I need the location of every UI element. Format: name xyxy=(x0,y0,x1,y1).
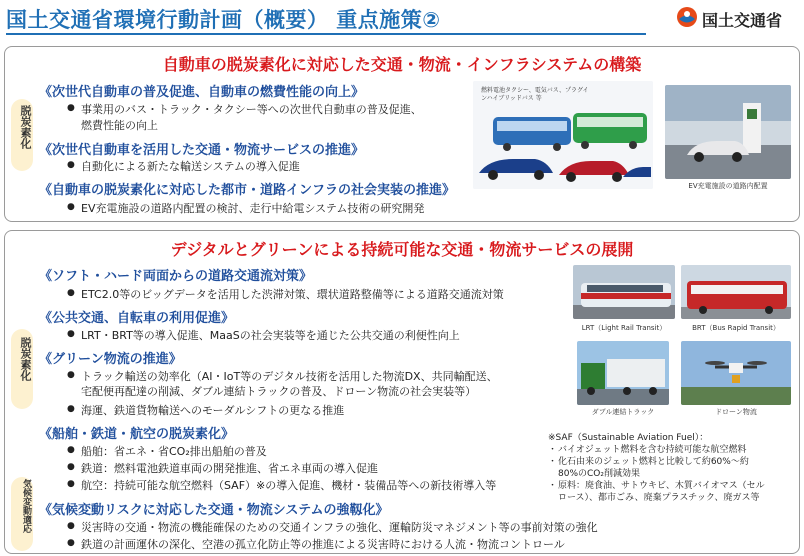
title-underline xyxy=(6,33,646,35)
logo-text: 国土交通省 xyxy=(702,11,783,30)
heading-urban-infrastructure: 《自動車の脱炭素化に対応した都市・道路インフラの社会実装の推進》 xyxy=(39,183,456,198)
saf-item: ・ バイオジェット燃料を含む持続可能な航空燃料 xyxy=(548,444,798,456)
lrt-photo xyxy=(573,265,675,319)
bullet-rail: ● 鉄道：燃料電池鉄道車両の開発推進、省エネ車両の導入促進 xyxy=(67,460,378,476)
bullet-planned-suspension: ● 鉄道の計画運休の深化、空港の孤立化防止等の推進による災害時における人流・物流コントロール xyxy=(67,536,565,552)
saf-item-cont: 80%のCO₂削減効果 xyxy=(558,469,640,479)
page-title: 国土交通省環境行動計画（概要） 重点施策② xyxy=(6,8,441,32)
brt-photo xyxy=(681,265,791,319)
double-truck-caption: ダブル連結トラック xyxy=(591,408,655,416)
side-label-decarbonization-2: 脱炭素化 xyxy=(11,329,33,409)
vehicles-photo-caption: 燃料電池タクシー、電気バス、プラグインハイブリッドバス 等 xyxy=(481,87,589,102)
heading-next-gen-vehicles: 《次世代自動車の普及促進、自動車の燃費性能の向上》 xyxy=(39,85,365,100)
bullet-aviation: ● 航空：持続可能な航空燃料（SAF）※の導入促進、機材・装備品等への新技術導入等 xyxy=(67,477,496,493)
saf-footnote xyxy=(548,432,798,504)
saf-item: ・ 化石由来のジェット燃料と比較して約60%～約 xyxy=(548,456,798,468)
drone-caption: ドローン物流 xyxy=(715,408,757,416)
saf-item: ・ 原料：廃食油、サトウキビ、木質バイオマス（セル xyxy=(548,480,798,492)
heading-road-traffic: 《ソフト・ハード両面からの道路交通流対策》 xyxy=(39,269,313,284)
bullet-ships: ● 船舶：省エネ・省CO₂排出船舶の普及 xyxy=(67,443,267,459)
bullet-truck-efficiency: ● トラック輸送の効率化（AI・IoT等のデジタル技術を活用した物流DX、共同輸配送、 xyxy=(67,368,498,384)
heading-climate-resilience: 《気候変動リスクに対応した交通・物流システムの強靱化》 xyxy=(39,503,389,518)
section1-title: 自動車の脱炭素化に対応した交通・物流・インフラシステムの構築 xyxy=(162,55,642,74)
drone-photo xyxy=(681,341,791,405)
double-truck-photo xyxy=(577,341,669,405)
bullet-modal-shift: ● 海運、鉄道貨物輸送へのモーダルシフトの更なる推進 xyxy=(67,402,344,418)
side-label-climate-adaptation: 気候変動適応 xyxy=(11,477,33,551)
side-label-decarbonization: 脱炭素化 xyxy=(11,99,33,171)
mlit-logo xyxy=(676,6,800,32)
bullet-truck-efficiency-cont: 宅配便再配達の削減、ダブル連結トラックの普及、ドローン物流の社会実装等） xyxy=(81,385,477,398)
bullet-ev-charging: ● EV充電施設の道路内配置の検討、走行中給電システム技術の研究開発 xyxy=(67,200,424,216)
section2-title: デジタルとグリーンによる持続可能な交通・物流サービスの展開 xyxy=(170,240,634,259)
mlit-logo-icon xyxy=(676,6,698,28)
bullet-lrt-brt: ● LRT・BRT等の導入促進、MaaSの社会実装等を通じた公共交通の利便性向上 xyxy=(67,327,460,343)
heading-public-transport: 《公共交通、自転車の利用促進》 xyxy=(39,311,235,326)
page-header xyxy=(0,0,804,40)
bullet-vehicle-adoption-cont: 燃費性能の向上 xyxy=(81,119,158,132)
section-sustainable-transport xyxy=(4,230,800,554)
bullet-disaster-infra: ● 災害時の交通・物流の機能確保のための交通インフラの強化、運輸防災マネジメント等の事前対策の強化 xyxy=(67,519,598,535)
ev-charger-caption: EV充電施設の道路内配置 xyxy=(688,182,768,190)
heading-green-logistics: 《グリーン物流の推進》 xyxy=(39,352,182,367)
bullet-etc-bigdata: ● ETC2.0等のビッグデータを活用した渋滞対策、環状道路整備等による道路交通流対策 xyxy=(67,286,504,302)
heading-ship-rail-air: 《船舶・鉄道・航空の脱炭素化》 xyxy=(39,427,235,442)
heading-transport-services: 《次世代自動車を活用した交通・物流サービスの推進》 xyxy=(39,143,365,158)
ev-charger-photo xyxy=(665,85,791,179)
lrt-caption: LRT（Light Rail Transit） xyxy=(581,324,667,332)
saf-item-cont: ロース）、都市ごみ、廃棄プラスチック、廃ガス等 xyxy=(558,493,760,503)
brt-caption: BRT（Bus Rapid Transit） xyxy=(692,324,780,332)
bullet-vehicle-adoption: ● 事業用のバス・トラック・タクシー等への次世代自動車の普及促進、 xyxy=(67,101,422,117)
bullet-automation: ● 自動化による新たな輸送システムの導入促進 xyxy=(67,158,300,174)
saf-title: ※SAF（Sustainable Aviation Fuel）： xyxy=(548,433,709,443)
section-vehicle-decarbonization xyxy=(4,46,800,222)
